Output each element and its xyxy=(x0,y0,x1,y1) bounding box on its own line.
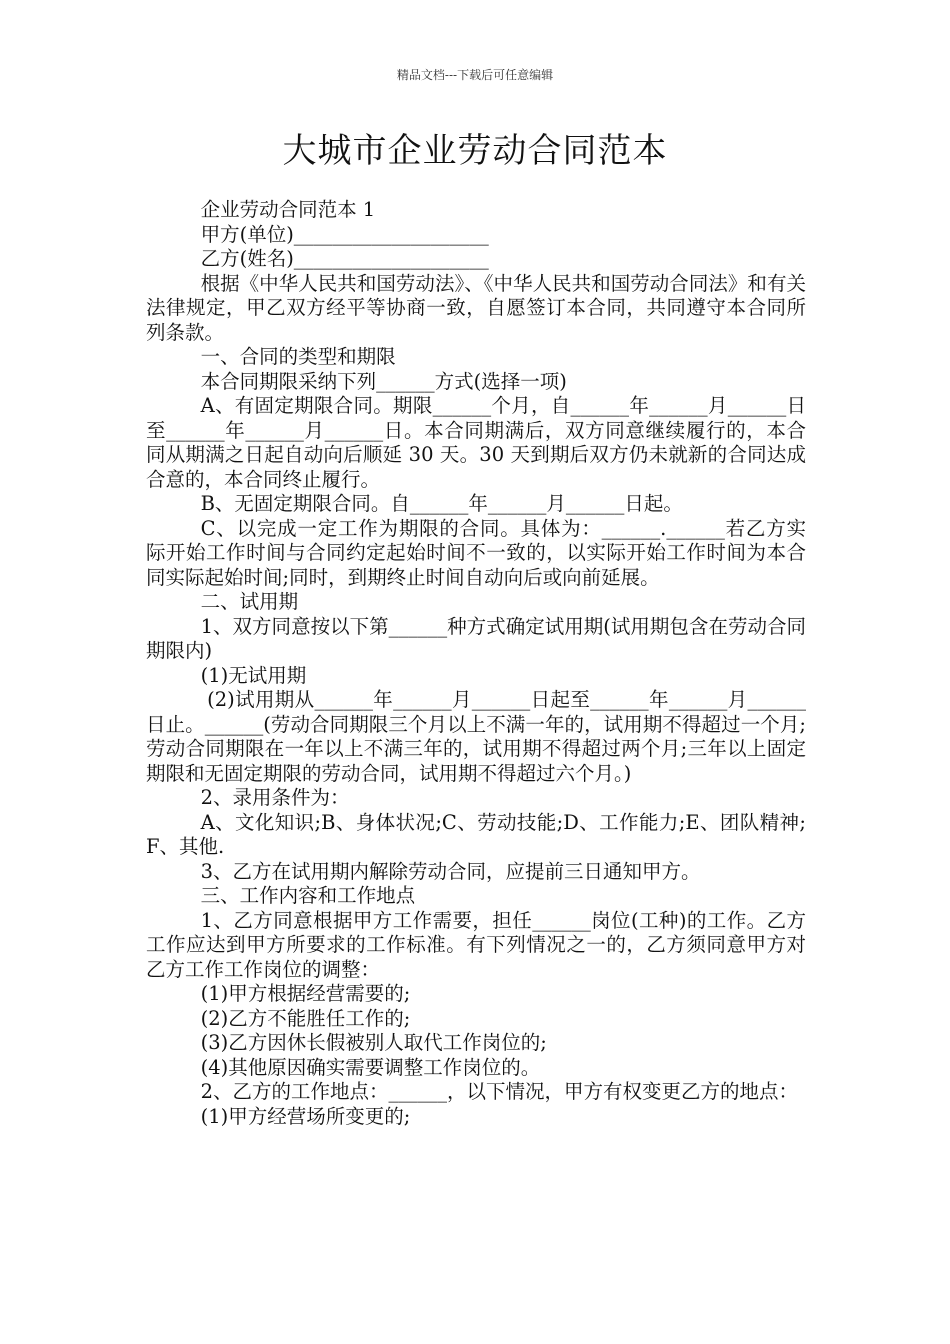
document-body xyxy=(146,198,806,1129)
paragraph-job-position: 1、乙方同意根据甲方工作需要，担任______岗位(工种)的工作。乙方工作应达到甲方所要求的工作标准。有下列情况之一的，乙方须同意甲方对乙方工作工作岗位的调整： xyxy=(146,908,806,981)
paragraph-adjust-3: (3)乙方因休长假被别人取代工作岗位的; xyxy=(200,1031,547,1054)
paragraph-work-location: 2、乙方的工作地点：______，以下情况，甲方有权变更乙方的地点： xyxy=(200,1080,799,1103)
paragraph-party-a: 甲方(单位)____________________ xyxy=(200,222,489,246)
paragraph-contract-number: 企业劳动合同范本 1 xyxy=(200,198,376,221)
document-title: 大城市企业劳动合同范本 xyxy=(282,131,668,171)
section-heading-2: 二、试用期 xyxy=(200,590,299,613)
section-heading-1: 一、合同的类型和期限 xyxy=(200,345,396,368)
paragraph-adjust-2: (2)乙方不能胜任工作的; xyxy=(200,1006,411,1030)
paragraph-adjust-1: (1)甲方根据经营需要的; xyxy=(200,982,411,1005)
paragraph-adjust-4: (4)其他原因确实需要调整工作岗位的。 xyxy=(200,1055,541,1079)
paragraph-preamble: 根据《中华人民共和国劳动法》、《中华人民共和国劳动合同法》和有关法律规定，甲乙双方经平等协商一致，自愿签订本合同，共同遵守本合同所列条款。 xyxy=(146,271,806,344)
paragraph-probation-period: (2)试用期从______年______月______日起至______年______月______日止。______(劳动合同期限三个月以上不满一年的，试用期不得超过一个月;劳动合同期限在一年以上不满三年的，试用期不得超过两个月;三年以上固定期限和无固定期限的劳动合同，试用期不得超过六个月。) xyxy=(146,688,807,785)
paragraph-probation-none: (1)无试用期 xyxy=(200,663,307,687)
paragraph-conditions-list: A、文化知识;B、身体状况;C、劳动技能;D、工作能力;E、团队精神;F、其他. xyxy=(146,810,806,858)
section-heading-3: 三、工作内容和工作地点 xyxy=(200,884,416,907)
paragraph-term-method: 本合同期限采纳下列______方式(选择一项) xyxy=(200,369,567,393)
paragraph-term-b: B、无固定期限合同。自______年______月______日起。 xyxy=(200,492,683,515)
paragraph-term-c: C、以完成一定工作为期限的合同。具体为：______.______若乙方实际开始工作时间与合同约定起始时间不一致的，以实际开始工作时间为本合同实际起始时间;同时，到期终止时间自动向后或向前延展。 xyxy=(146,516,806,589)
header-note: 精品文档---下载后可任意编辑 xyxy=(396,68,554,82)
paragraph-location-change-1: (1)甲方经营场所变更的; xyxy=(200,1104,411,1128)
paragraph-party-b: 乙方(姓名)____________________ xyxy=(200,247,489,270)
paragraph-hiring-conditions: 2、录用条件为： xyxy=(200,786,350,809)
paragraph-probation-termination: 3、乙方在试用期内解除劳动合同，应提前三日通知甲方。 xyxy=(200,859,701,883)
paragraph-term-a: A、有固定期限合同。期限______个月，自______年______月______日至______年______月______日。本合同期满后，双方同意继续履行的，本合同从期满之日起自动向后顺延 30 天。30 天到期后双方仍未就新的合同达成合意的，本合同终止履行。 xyxy=(146,394,806,491)
paragraph-probation-1: 1、双方同意按以下第______种方式确定试用期(试用期包含在劳动合同期限内) xyxy=(146,614,806,662)
